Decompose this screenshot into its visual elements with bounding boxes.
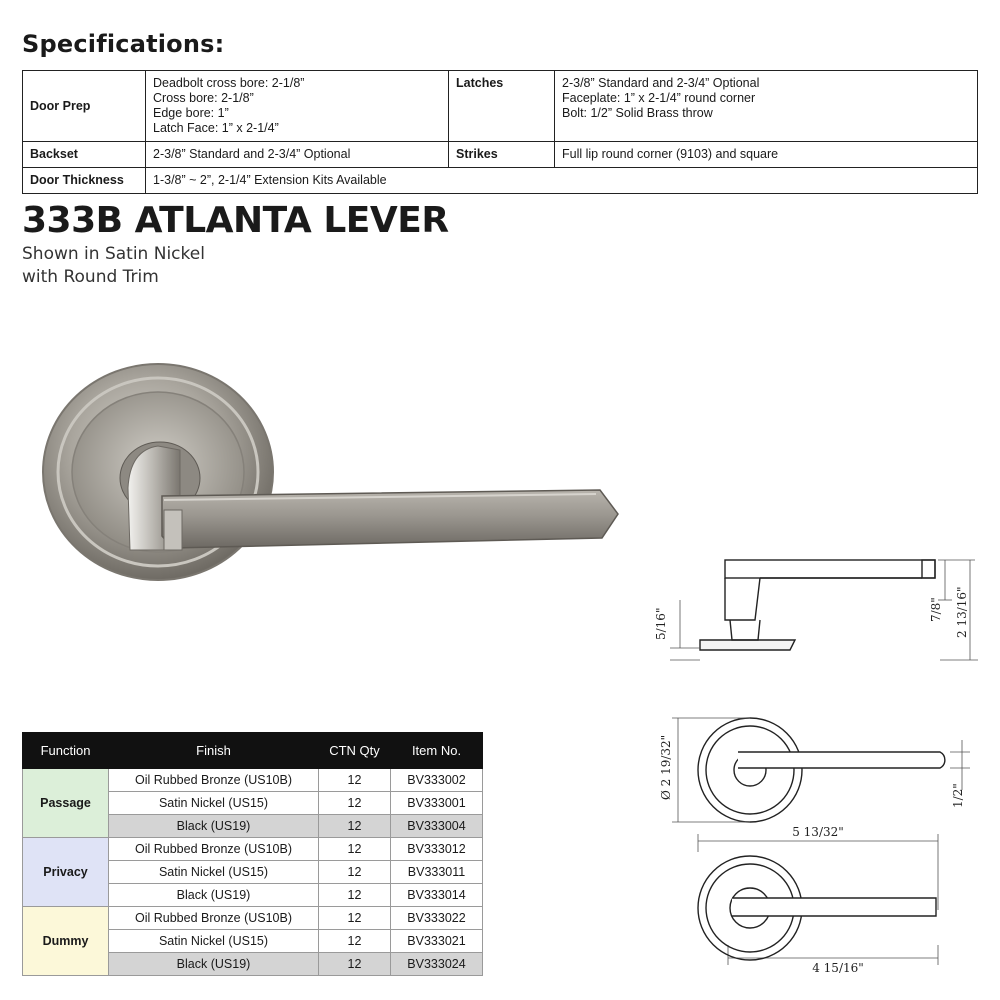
door-prep-line: Cross bore: 2-1/8” [153,91,254,105]
item-cell: BV333001 [391,792,483,815]
spec-row-backset [23,142,978,168]
table-row [23,838,483,861]
backset-label: Backset [23,142,146,168]
product-subtitle-finish: Shown in Satin Nickel [22,244,205,264]
table-row [23,907,483,930]
finish-cell: Oil Rubbed Bronze (US10B) [109,769,319,792]
qty-cell: 12 [319,815,391,838]
finish-cell: Satin Nickel (US15) [109,930,319,953]
product-title: 333B ATLANTA LEVER [22,200,449,241]
header-function: Function [23,733,109,769]
qty-cell: 12 [319,953,391,976]
dim-overall-length: 5 13/32" [792,825,844,839]
table-header-row [23,733,483,769]
finish-cell: Oil Rubbed Bronze (US10B) [109,838,319,861]
dim-lever-height: 7/8" [929,597,943,622]
door-prep-label: Door Prep [23,71,146,142]
qty-cell: 12 [319,861,391,884]
door-prep-line: Latch Face: 1” x 2-1/4” [153,121,279,135]
item-cell: BV333014 [391,884,483,907]
dim-rose-diameter: Ø 2 19/32" [659,734,673,800]
item-cell: BV333011 [391,861,483,884]
finish-cell: Satin Nickel (US15) [109,792,319,815]
strikes-label: Strikes [449,142,555,168]
finish-cell: Black (US19) [109,884,319,907]
specifications-heading: Specifications: [22,30,225,58]
item-cell: BV333021 [391,930,483,953]
item-cell: BV333024 [391,953,483,976]
dim-overall-height: 2 13/16" [955,586,969,638]
latches-line: 2-3/8” Standard and 2-3/4” Optional [562,76,760,90]
dim-lever-width: 1/2" [951,783,965,808]
qty-cell: 12 [319,884,391,907]
finish-cell: Satin Nickel (US15) [109,861,319,884]
table-row [23,769,483,792]
latches-value [555,71,978,142]
item-cell: BV333004 [391,815,483,838]
header-finish: Finish [109,733,319,769]
function-privacy: Privacy [23,838,109,907]
specifications-table [22,70,978,194]
function-dummy: Dummy [23,907,109,976]
spec-row-door-thickness [23,168,978,194]
item-cell: BV333012 [391,838,483,861]
door-thickness-value: 1-3/8” ~ 2”, 2-1/4” Extension Kits Available [146,168,978,194]
function-passage: Passage [23,769,109,838]
item-cell: BV333002 [391,769,483,792]
latches-line: Bolt: 1/2” Solid Brass throw [562,106,713,120]
qty-cell: 12 [319,769,391,792]
door-prep-value [146,71,449,142]
header-item-no: Item No. [391,733,483,769]
finish-cell: Oil Rubbed Bronze (US10B) [109,907,319,930]
latches-label: Latches [449,71,555,142]
function-finish-table [22,732,483,976]
qty-cell: 12 [319,907,391,930]
strikes-value: Full lip round corner (9103) and square [555,142,978,168]
lever-product-photo [30,360,650,600]
qty-cell: 12 [319,838,391,861]
qty-cell: 12 [319,792,391,815]
technical-drawings [640,540,1000,1000]
door-prep-line: Deadbolt cross bore: 2-1/8” [153,76,305,90]
dim-rose-height: 5/16" [654,607,668,640]
latches-line: Faceplate: 1” x 2-1/4” round corner [562,91,756,105]
backset-value: 2-3/8” Standard and 2-3/4” Optional [146,142,449,168]
product-subtitle-trim: with Round Trim [22,267,159,287]
finish-cell: Black (US19) [109,815,319,838]
finish-cell: Black (US19) [109,953,319,976]
door-prep-line: Edge bore: 1” [153,106,229,120]
qty-cell: 12 [319,930,391,953]
door-thickness-label: Door Thickness [23,168,146,194]
item-cell: BV333022 [391,907,483,930]
header-ctn-qty: CTN Qty [319,733,391,769]
spec-row-door-prep [23,71,978,142]
dim-lever-length: 4 15/16" [812,961,864,975]
